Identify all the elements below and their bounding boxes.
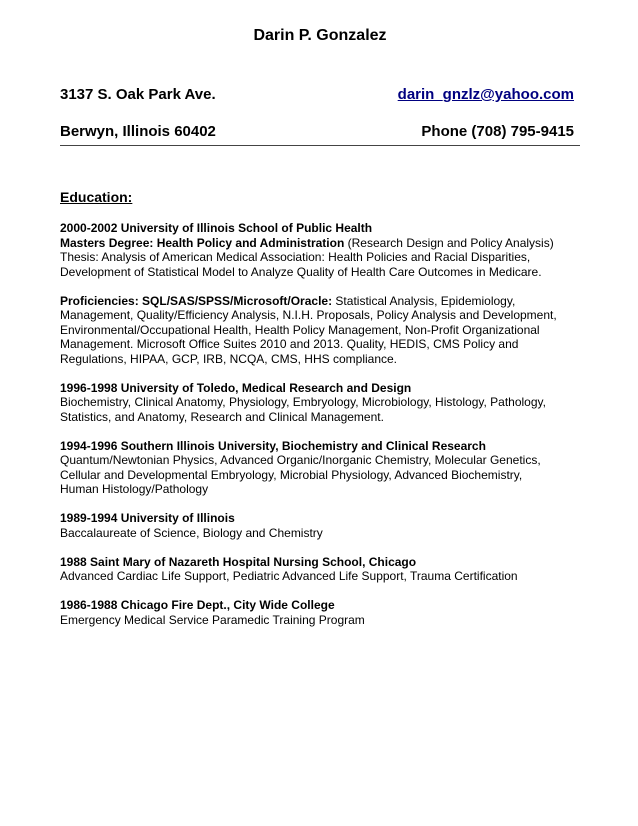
proficiencies-entry <box>60 294 585 367</box>
header-divider <box>60 145 580 146</box>
entry-line: Baccalaureate of Science, Biology and Chemistry <box>60 525 323 540</box>
education-entry-toledo <box>60 381 585 425</box>
education-heading: Education: <box>60 189 133 205</box>
degree-line <box>60 236 585 251</box>
education-entry-uic-public-health <box>60 221 585 279</box>
proficiencies-line: Management, Quality/Efficiency Analysis, N.I.H. Proposals, Policy Analysis and Development, <box>60 308 557 322</box>
entry-line: Biochemistry, Clinical Anatomy, Physiology, Embryology, Microbiology, Histology, Pathology, <box>60 395 546 409</box>
city-state-zip: Berwyn, Illinois 60402 <box>60 123 216 140</box>
entry-heading: 2000-2002 University of Illinois School of Public Health <box>60 221 373 235</box>
education-entry-siu <box>60 439 585 497</box>
proficiencies-line <box>60 294 585 309</box>
entry-heading: 1994-1996 Southern Illinois University, Biochemistry and Clinical Research <box>60 438 486 453</box>
proficiencies-line: Regulations, HIPAA, GCP, IRB, NCQA, CMS, HHS compliance. <box>60 351 398 366</box>
education-section <box>60 221 585 642</box>
entry-line: Cellular and Developmental Embryology, Microbial Physiology, Advanced Biochemistry, <box>60 467 523 482</box>
street-address: 3137 S. Oak Park Ave. <box>60 86 216 103</box>
entry-heading: 1996-1998 University of Toledo, Medical Research and Design <box>60 380 412 395</box>
entry-heading: 1989-1994 University of Illinois <box>60 511 235 525</box>
education-entry-nursing-school <box>60 555 585 584</box>
resume-name: Darin P. Gonzalez <box>253 27 387 44</box>
degree-label: Masters Degree: Health Policy and Administration <box>60 235 345 250</box>
proficiencies-label: Proficiencies: SQL/SAS/SPSS/Microsoft/Oracle: <box>60 293 333 308</box>
entry-line: Human Histology/Pathology <box>60 482 209 496</box>
education-entry-fire-dept <box>60 598 585 627</box>
proficiencies-text: Statistical Analysis, Epidemiology, <box>332 293 516 308</box>
entry-line: Advanced Cardiac Life Support, Pediatric Advanced Life Support, Trauma Certification <box>60 569 518 583</box>
entry-line: Quantum/Newtonian Physics, Advanced Organic/Inorganic Chemistry, Molecular Genetics, <box>60 453 541 467</box>
entry-heading: 1986-1988 Chicago Fire Dept., City Wide College <box>60 598 335 612</box>
entry-line: Emergency Medical Service Paramedic Training Program <box>60 612 365 627</box>
proficiencies-line: Environmental/Occupational Health, Health Policy Management, Non-Profit Organizational <box>60 322 540 337</box>
degree-note: (Research Design and Policy Analysis) <box>344 235 554 250</box>
thesis-line: Development of Statistical Model to Analyze Quality of Health Care Outcomes in Medicare. <box>60 264 542 279</box>
entry-heading: 1988 Saint Mary of Nazareth Hospital Nursing School, Chicago <box>60 554 417 569</box>
entry-line: Statistics, and Anatomy, Research and Clinical Management. <box>60 409 384 424</box>
phone-number: Phone (708) 795-9415 <box>421 123 574 140</box>
education-entry-university-of-illinois <box>60 511 585 540</box>
email-link[interactable]: darin_gnzlz@yahoo.com <box>397 86 574 103</box>
proficiencies-line: Management. Microsoft Office Suites 2010 and 2013. Quality, HEDIS, CMS Policy and <box>60 337 519 351</box>
thesis-line: Thesis: Analysis of American Medical Association: Health Policies and Racial Disparities, <box>60 250 531 264</box>
